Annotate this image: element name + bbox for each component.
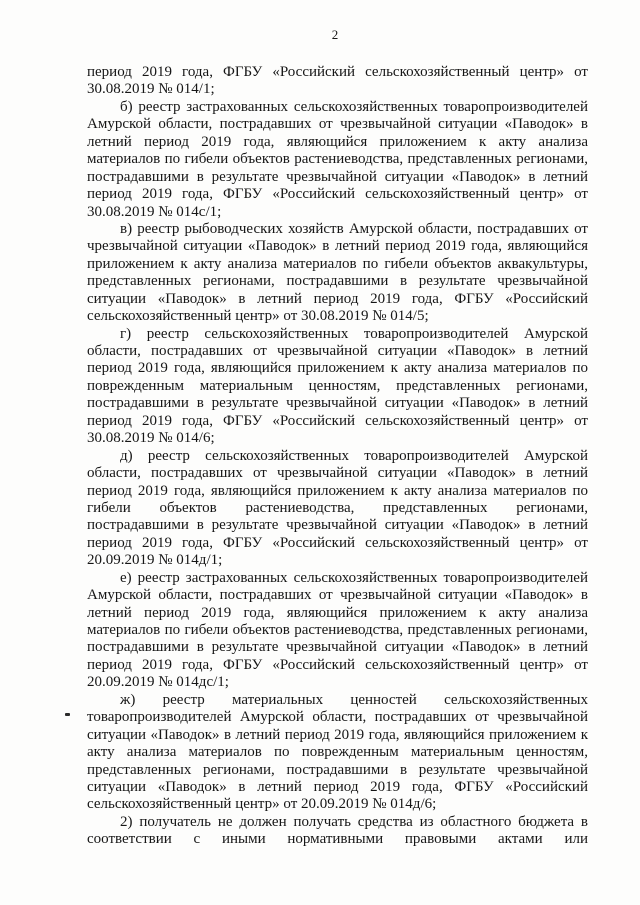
scan-artifact-mark	[65, 713, 70, 716]
text-line: чрезвычайной ситуации «Паводок» в летний период 2019 года, являющийся	[87, 238, 588, 255]
text-line: гибели объектов растениеводства, представленных регионами,	[87, 499, 588, 516]
text-line: 2) получатель не должен получать средства из областного бюджета в	[120, 813, 588, 830]
text-line: ситуации «Паводок» в летний период 2019 года, являющийся приложением к	[87, 726, 588, 743]
paragraph-item-d	[87, 448, 588, 570]
text-line: пострадавшими в результате чрезвычайной ситуации «Паводок» в летний	[87, 168, 588, 185]
paragraph-item-v	[87, 221, 588, 326]
text-line: период 2019 года, ФГБУ «Российский сельскохозяйственный центр» от	[87, 186, 588, 203]
text-line: 30.08.2019 № 014с/1;	[87, 203, 222, 220]
paragraph-item-zh	[87, 692, 588, 814]
text-line: материалов по гибели объектов растениеводства, представленных регионами,	[87, 622, 588, 638]
text-line: ж) реестр материальных ценностей сельскохозяйственных	[120, 691, 588, 708]
text-line: 30.08.2019 № 014/1;	[87, 81, 215, 98]
text-line: представленных регионами, пострадавшими в результате чрезвычайной	[87, 761, 588, 778]
paragraph-continuation	[87, 64, 588, 99]
paragraph-item-e	[87, 570, 588, 692]
text-line: ситуации «Паводок» в летний период 2019 года, ФГБУ «Российский	[87, 778, 588, 795]
text-line: 30.08.2019 № 014/6;	[87, 430, 215, 447]
text-line: материалов по гибели объектов растениеводства, представленных регионами,	[87, 151, 588, 168]
text-line: акту анализа материалов по поврежденным материальным ценностям,	[87, 744, 588, 761]
text-line: поврежденным материальным ценностям, представленных регионами,	[87, 377, 588, 394]
document-body	[87, 64, 588, 849]
text-line: области, пострадавших от чрезвычайной ситуации «Паводок» в летний	[87, 465, 588, 482]
text-line: 20.09.2019 № 014д/1;	[87, 552, 223, 569]
paragraph-item-g	[87, 326, 588, 448]
text-line: ситуации «Паводок» в летний период 2019 года, ФГБУ «Российский	[87, 290, 588, 307]
text-line: сельскохозяйственный центр» от 20.09.2019 № 014д/6;	[87, 796, 437, 813]
text-line: период 2019 года, ФГБУ «Российский сельскохозяйственный центр» от	[87, 64, 588, 80]
text-line: б) реестр застрахованных сельскохозяйственных товаропроизводителей	[120, 98, 588, 115]
text-line: пострадавшими в результате чрезвычайной ситуации «Паводок» в летний	[87, 517, 588, 534]
text-line: период 2019 года, являющийся приложением к акту анализа материалов по	[87, 482, 588, 499]
text-line: приложением к акту анализа материалов по гибели объектов аквакультуры,	[87, 255, 588, 272]
text-line: Амурской области, пострадавших от чрезвычайной ситуации «Паводок» в	[87, 587, 588, 604]
text-line: товаропроизводителей Амурской области, пострадавших от чрезвычайной	[87, 709, 588, 726]
text-line: пострадавшими в результате чрезвычайной ситуации «Паводок» в летний	[87, 639, 588, 656]
text-line: в) реестр рыбоводческих хозяйств Амурской области, пострадавших от	[120, 220, 588, 237]
text-line: период 2019 года, ФГБУ «Российский сельскохозяйственный центр» от	[87, 412, 588, 429]
text-line: г) реестр сельскохозяйственных товаропроизводителей Амурской	[120, 325, 588, 342]
text-line: области, пострадавших от чрезвычайной ситуации «Паводок» в летний	[87, 343, 588, 359]
text-line: летний период 2019 года, являющийся приложением к акту анализа	[87, 133, 588, 150]
page-number: 2	[331, 27, 339, 42]
text-line: 20.09.2019 № 014дс/1;	[87, 674, 229, 691]
text-line: д) реестр сельскохозяйственных товаропроизводителей Амурской	[120, 447, 588, 464]
text-line: Амурской области, пострадавших от чрезвычайной ситуации «Паводок» в	[87, 116, 588, 133]
text-line: летний период 2019 года, являющийся приложением к акту анализа	[87, 604, 588, 621]
text-line: период 2019 года, ФГБУ «Российский сельскохозяйственный центр» от	[87, 656, 588, 673]
text-line: е) реестр застрахованных сельскохозяйственных товаропроизводителей	[120, 569, 588, 586]
paragraph-item-b	[87, 99, 588, 221]
text-line: сельскохозяйственный центр» от 30.08.2019 № 014/5;	[87, 308, 429, 325]
text-line: соответствии с иными нормативными правовыми актами или	[87, 831, 588, 848]
paragraph-item-2	[87, 814, 588, 849]
text-line: период 2019 года, являющийся приложением к акту анализа материалов по	[87, 360, 588, 377]
text-line: пострадавшими в результате чрезвычайной ситуации «Паводок» в летний	[87, 395, 588, 412]
text-line: период 2019 года, ФГБУ «Российский сельскохозяйственный центр» от	[87, 534, 588, 551]
text-line: представленных регионами, пострадавшими в результате чрезвычайной	[87, 273, 588, 290]
